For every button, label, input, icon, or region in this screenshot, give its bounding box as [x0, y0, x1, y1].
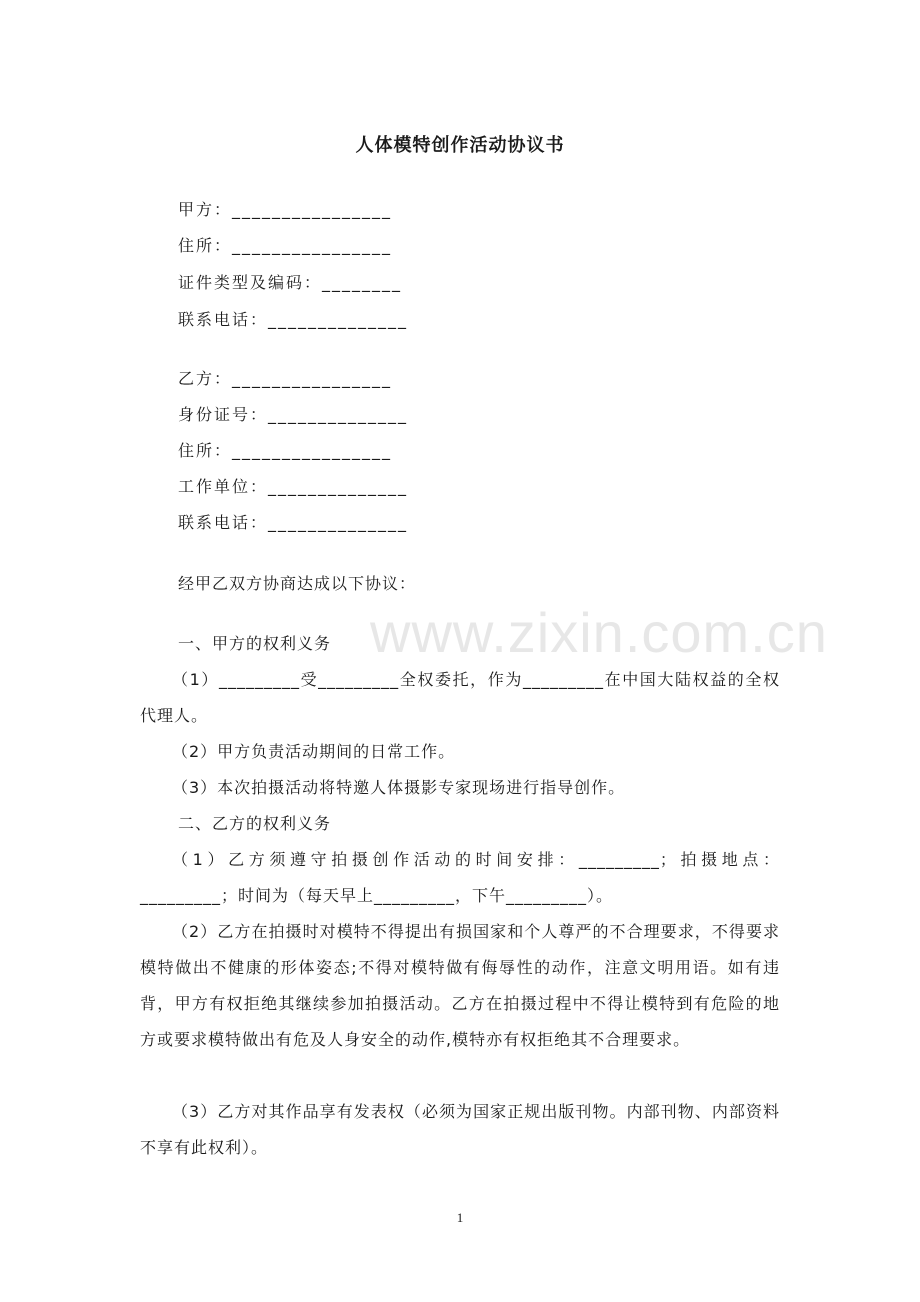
intro-text: 经甲乙双方协商达成以下协议： [178, 574, 417, 593]
party-a-id-type-field: 证件类型及编码：________ [178, 273, 403, 292]
party-b-address-field: 住所：________________ [178, 441, 393, 460]
section1-item-3: （3）本次拍摄活动将特邀人体摄影专家现场进行指导创作。 [172, 778, 626, 797]
section2-item-3: （3）乙方对其作品享有发表权（必须为国家正规出版刊物。内部刊物、内部资料不享有此权利）。 [140, 1102, 780, 1157]
section1-heading: 一、甲方的权利义务 [178, 634, 332, 653]
page-number: 1 [456, 1210, 464, 1225]
section1-item-1: （1）_________受_________全权委托，作为_________在中国大陆权益的全权代理人。 [140, 670, 780, 725]
party-b-name-field: 乙方：________________ [178, 369, 393, 388]
section2-item-1: （1）乙方须遵守拍摄创作活动的时间安排：_________；拍摄地点：_________；时间为（每天早上_________，下午_________）。 [140, 850, 780, 905]
section2-heading: 二、乙方的权利义务 [178, 814, 332, 833]
party-b-employer-field: 工作单位：______________ [178, 477, 409, 496]
party-b-id-field: 身份证号：______________ [178, 405, 409, 424]
party-b-phone-field: 联系电话：______________ [178, 513, 409, 532]
party-a-phone-field: 联系电话：______________ [178, 310, 409, 329]
section1-item-2: （2）甲方负责活动期间的日常工作。 [172, 742, 456, 761]
party-a-name-field: 甲方：________________ [178, 200, 393, 219]
party-a-address-field: 住所：________________ [178, 236, 393, 255]
watermark: www.zixin.com.cn [370, 601, 828, 664]
section2-item-2: （2）乙方在拍摄时对模特不得提出有损国家和个人尊严的不合理要求，不得要求模特做出不健康的形体姿态;不得对模特做有侮辱性的动作，注意文明用语。如有违背，甲方有权拒绝其继续参加拍摄活动。乙方在拍摄过程中不得让模特到有危险的地方或要求模特做出有危及人身安全的动作,模特亦有权拒绝其不合理要求。 [140, 922, 780, 1049]
document-title: 人体模特创作活动协议书 [355, 135, 565, 156]
